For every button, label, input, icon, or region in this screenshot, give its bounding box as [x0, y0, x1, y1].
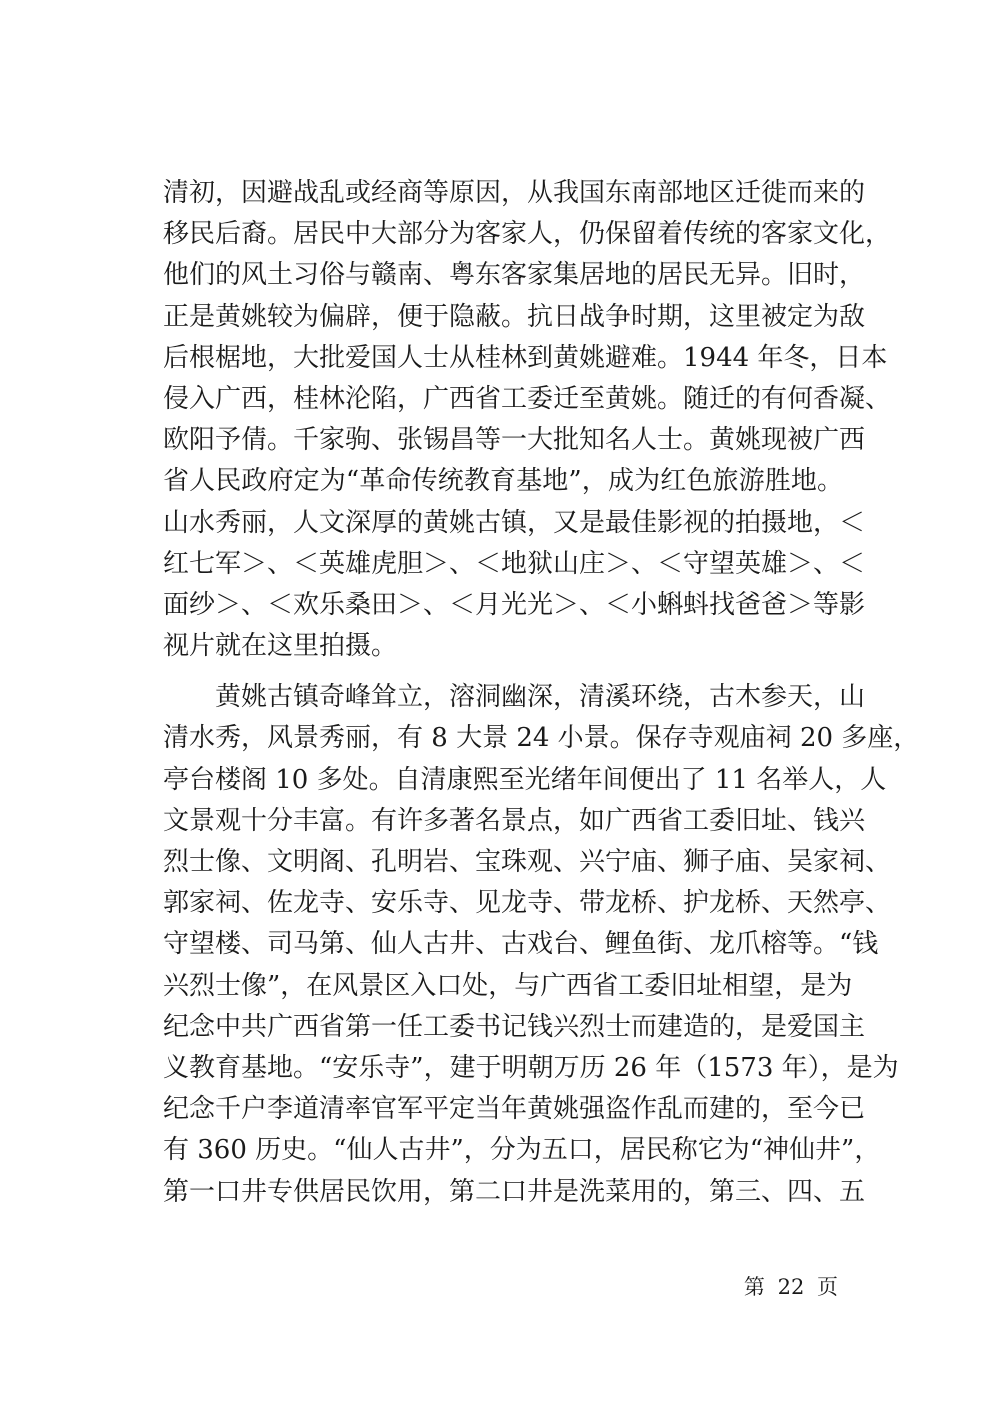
text-line: 红七军＞、＜英雄虎胆＞、＜地狱山庄＞、＜守望英雄＞、＜ — [163, 548, 866, 579]
text-line: 正是黄姚较为偏辟，便于隐蔽。抗日战争时期，这里被定为敌 — [163, 301, 866, 332]
text-line: 烈士像、文明阁、孔明岩、宝珠观、兴宁庙、狮子庙、吴家祠、 — [163, 847, 892, 877]
text-line: 义教育基地。“安乐寺”，建于明朝万历 26 年（1573 年），是为 — [163, 1052, 899, 1083]
text-line: 第一口井专供居民饮用，第二口井是洗菜用的，第三、四、五 — [163, 1176, 866, 1207]
text-line: 他们的风土习俗与赣南、粤东客家集居地的居民无异。旧时， — [163, 260, 866, 291]
paragraph-2 — [163, 677, 920, 1212]
text-line: 有 360 历史。“仙人古井”，分为五口，居民称它为“神仙井”， — [163, 1135, 881, 1166]
text-line: 纪念中共广西省第一任工委书记钱兴烈士而建造的，是爱国主 — [163, 1011, 866, 1042]
text-line: 亭台楼阁 10 多处。自清康熙至光绪年间便出了 11 名举人，人 — [163, 764, 887, 795]
text-line: 侵入广西，桂林沦陷，广西省工委迁至黄姚。随迁的有何香凝、 — [163, 383, 892, 414]
text-line: 视片就在这里拍摄。 — [163, 631, 398, 662]
paragraph-1 — [163, 173, 892, 667]
text-line: 清初，因避战乱或经商等原因，从我国东南部地区迁徙而来的 — [163, 178, 866, 208]
text-line: 黄姚古镇奇峰耸立，溶洞幽深，清溪环绕，古木参天，山 — [163, 682, 866, 713]
text-line: 欧阳予倩。千家驹、张锡昌等一大批知名人士。黄姚现被广西 — [163, 425, 866, 456]
text-line: 后根椐地，大批爱国人士从桂林到黄姚避难。1944 年冬，日本 — [163, 342, 888, 373]
text-line: 纪念千户李道清率官军平定当年黄姚强盗作乱而建的，至今已 — [163, 1094, 866, 1125]
text-line: 移民后裔。居民中大部分为客家人，仍保留着传统的客家文化， — [163, 219, 892, 250]
body-text — [163, 173, 920, 1213]
text-line: 面纱＞、＜欢乐桑田＞、＜月光光＞、＜小蝌蚪找爸爸＞等影 — [163, 589, 866, 620]
page-number: 第 22 页 — [743, 1275, 838, 1299]
text-line: 守望楼、司马第、仙人古井、古戏台、鲤鱼街、龙爪榕等。“钱 — [163, 929, 879, 960]
text-line: 山水秀丽，人文深厚的黄姚古镇，又是最佳影视的拍摄地，＜ — [163, 507, 866, 538]
text-line: 兴烈士像”，在风景区入口处，与广西省工委旧址相望，是为 — [163, 970, 853, 1001]
text-line: 省人民政府定为“革命传统教育基地”，成为红色旅游胜地。 — [163, 466, 843, 497]
text-line: 文景观十分丰富。有许多著名景点，如广西省工委旧址、钱兴 — [163, 805, 866, 836]
text-line: 清水秀，风景秀丽，有 8 大景 24 小景。保存寺观庙祠 20 多座， — [163, 723, 920, 754]
text-line: 郭家祠、佐龙寺、安乐寺、见龙寺、带龙桥、护龙桥、天然亭、 — [163, 888, 892, 919]
paragraph-spacer — [163, 667, 843, 677]
